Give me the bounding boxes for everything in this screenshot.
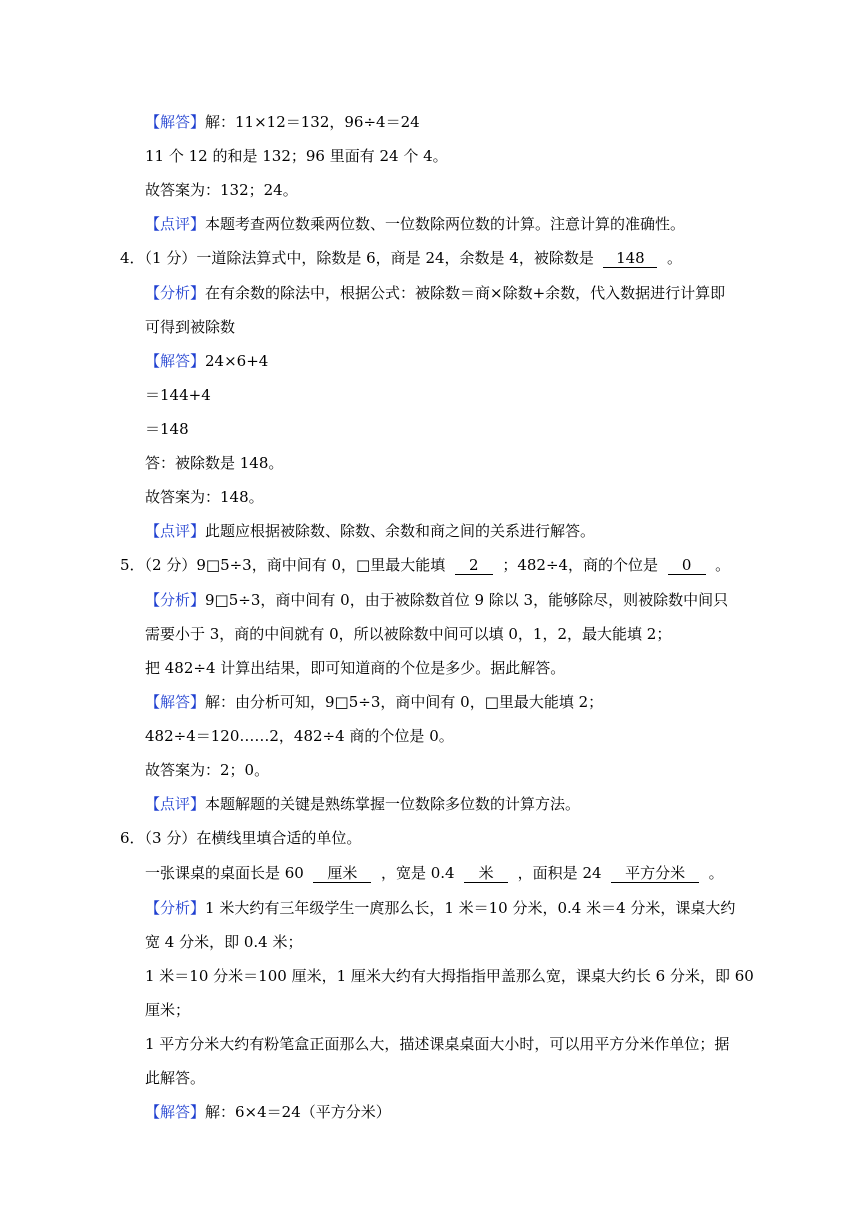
answer-blank-3: 平方分米 — [611, 864, 699, 883]
question-text-b: ；482÷4，商的个位是 — [502, 556, 659, 574]
q5-analysis-line — [145, 590, 728, 610]
answer-blank-1: 厘米 — [313, 864, 371, 883]
q4-analysis-line-2: 可得到被除数 — [145, 318, 236, 336]
question-text: （3 分）在横线里填合适的单位。 — [144, 829, 362, 847]
answer-blank-1: 2 — [455, 556, 493, 575]
solution-tag: 【解答】 — [145, 1103, 206, 1121]
q3-answer: 故答案为：132；24。 — [145, 181, 298, 199]
fill-text-b: ，宽是 0.4 — [380, 864, 455, 882]
answer-blank-2: 0 — [668, 556, 706, 575]
question-end: 。 — [715, 556, 731, 574]
q3-comment-line — [145, 214, 685, 234]
q4-step-2: ＝148 — [145, 420, 189, 438]
question-end: 。 — [666, 249, 682, 267]
q5-comment-line — [145, 794, 580, 814]
solution-tag: 【解答】 — [145, 352, 206, 370]
analysis-text: 9□5÷3，商中间有 0，由于被除数首位 9 除以 3，能够除尽，则被除数中间只 — [205, 591, 729, 609]
question-number: 5． — [120, 556, 145, 574]
q6-fill-line — [145, 863, 724, 883]
q6-solution-line — [145, 1102, 391, 1122]
q4-reply: 答：被除数是 148。 — [145, 454, 284, 472]
q6-analysis-line-4: 厘米； — [145, 1001, 191, 1019]
question-number: 4． — [120, 249, 145, 267]
q5-stem — [120, 555, 730, 575]
q6-analysis-line — [145, 898, 735, 918]
q6-analysis-line-3: 1 米＝10 分米＝100 厘米，1 厘米大约有大拇指指甲盖那么宽，课桌大约长 6 分米，即 60 — [145, 967, 754, 985]
fill-text-a: 一张课桌的桌面长是 60 — [145, 864, 304, 882]
comment-text: 本题考查两位数乘两位数、一位数除两位数的计算。注意计算的准确性。 — [205, 215, 686, 233]
fill-text-c: ，面积是 24 — [517, 864, 602, 882]
analysis-text: 在有余数的除法中，根据公式：被除数＝商×除数+余数，代入数据进行计算即 — [205, 284, 726, 302]
solution-tag: 【解答】 — [145, 113, 206, 131]
answer-blank: 148 — [603, 249, 657, 268]
question-text-a: （2 分）9□5÷3，商中间有 0，□里最大能填 — [144, 556, 446, 574]
question-number: 6． — [120, 829, 145, 847]
q4-solution-line — [145, 351, 268, 371]
comment-text: 此题应根据被除数、除数、余数和商之间的关系进行解答。 — [205, 522, 596, 540]
solution-tag: 【解答】 — [145, 693, 206, 711]
q5-analysis-line-2: 需要小于 3，商的中间就有 0，所以被除数中间可以填 0，1，2，最大能填 2； — [145, 625, 672, 643]
q4-step-1: ＝144+4 — [145, 386, 211, 404]
q4-stem — [120, 248, 682, 268]
solution-text: 解：11×12＝132，96÷4＝24 — [205, 113, 420, 131]
q5-solution-line — [145, 692, 603, 712]
solution-text: 24×6+4 — [205, 352, 269, 370]
q4-answer: 故答案为：148。 — [145, 488, 264, 506]
answer-blank-2: 米 — [464, 864, 508, 883]
q6-analysis-line-5: 1 平方分米大约有粉笔盒正面那么大，描述课桌桌面大小时，可以用平方分米作单位；据 — [145, 1035, 730, 1053]
solution-text: 解：由分析可知，9□5÷3，商中间有 0，□里最大能填 2； — [205, 693, 604, 711]
question-text: （1 分）一道除法算式中，除数是 6，商是 24，余数是 4，被除数是 — [144, 249, 594, 267]
q6-analysis-line-2: 宽 4 分米，即 0.4 米； — [145, 933, 303, 951]
q5-analysis-line-3: 把 482÷4 计算出结果，即可知道商的个位是多少。据此解答。 — [145, 659, 566, 677]
comment-tag: 【点评】 — [145, 522, 206, 540]
analysis-tag: 【分析】 — [145, 899, 206, 917]
q5-solution-line-2: 482÷4＝120……2，482÷4 商的个位是 0。 — [145, 727, 454, 745]
q5-answer: 故答案为：2；0。 — [145, 761, 270, 779]
question-end: 。 — [708, 864, 724, 882]
comment-tag: 【点评】 — [145, 215, 206, 233]
solution-text: 解：6×4＝24（平方分米） — [205, 1103, 391, 1121]
comment-tag: 【点评】 — [145, 795, 206, 813]
q3-solution-line — [145, 112, 420, 132]
q4-comment-line — [145, 521, 595, 541]
analysis-text: 1 米大约有三年级学生一庹那么长，1 米＝10 分米，0.4 米＝4 分米，课桌大约 — [205, 899, 736, 917]
comment-text: 本题解题的关键是熟练掌握一位数除多位数的计算方法。 — [205, 795, 581, 813]
q3-solution-line-2: 11 个 12 的和是 132；96 里面有 24 个 4。 — [145, 147, 448, 165]
q6-analysis-line-6: 此解答。 — [145, 1069, 206, 1087]
q4-analysis-line — [145, 283, 725, 303]
analysis-tag: 【分析】 — [145, 591, 206, 609]
analysis-tag: 【分析】 — [145, 284, 206, 302]
q6-stem — [120, 828, 361, 848]
